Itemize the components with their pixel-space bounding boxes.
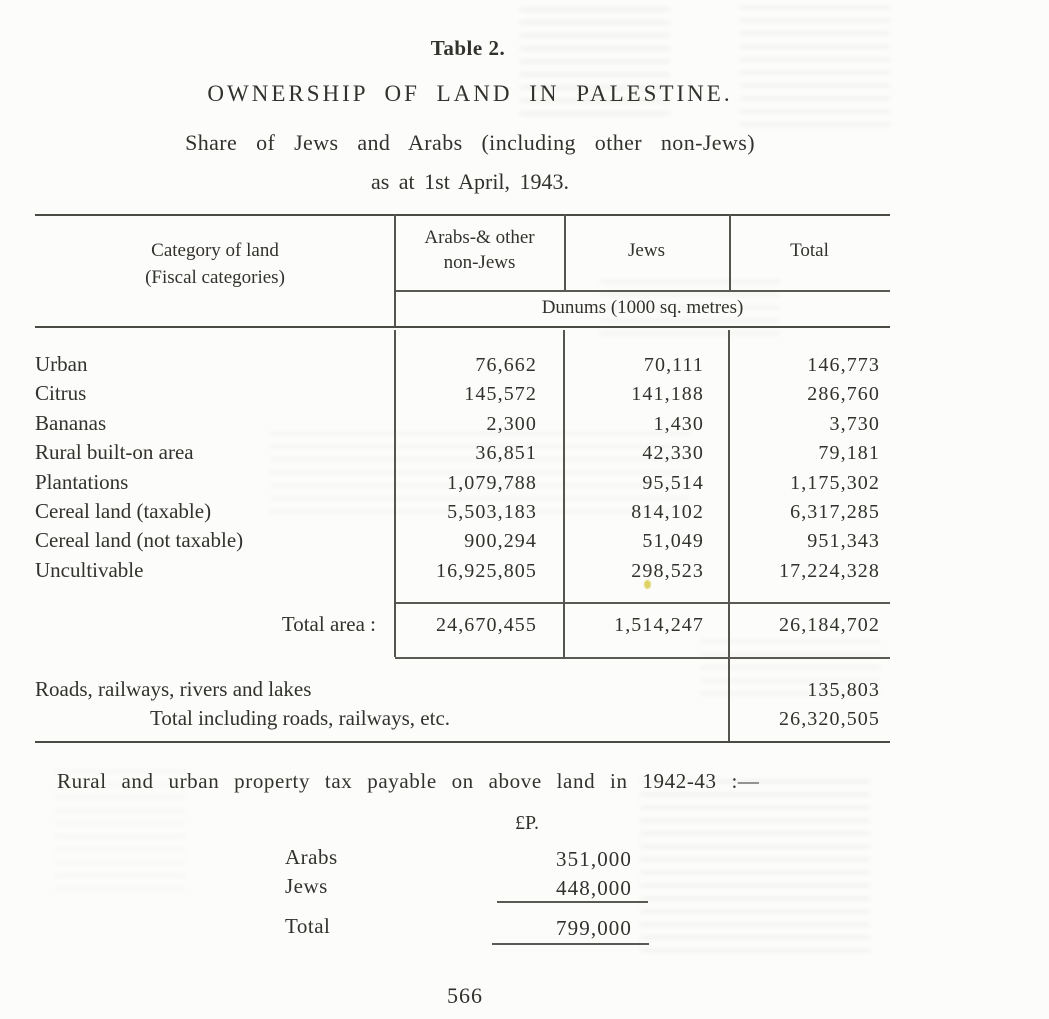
total-area-label: Total area : bbox=[281, 612, 376, 636]
jews-value: 70,111 bbox=[643, 354, 704, 376]
tax-row-value: 448,000 bbox=[556, 876, 632, 900]
roads-label: Roads, railways, rivers and lakes bbox=[35, 677, 312, 701]
roads-row bbox=[35, 677, 890, 702]
column-header-arabs-line1: Arabs-& other bbox=[424, 227, 535, 248]
table-row bbox=[35, 352, 890, 381]
jews-value: 42,330 bbox=[642, 442, 704, 465]
column-header-category-line1: Category of land bbox=[151, 240, 279, 261]
total-value: 146,773 bbox=[807, 354, 880, 376]
row-label: Rural built-on area bbox=[35, 440, 194, 465]
subtitle-line-2: as at 1st April, 1943. bbox=[370, 169, 570, 194]
units-header: Dunums (1000 sq. metres) bbox=[541, 297, 744, 318]
table-label: Table 2. bbox=[430, 36, 506, 60]
page-title: OWNERSHIP OF LAND IN PALESTINE. bbox=[207, 81, 733, 106]
row-label: Cereal land (taxable) bbox=[35, 498, 212, 523]
header-divider-rule bbox=[395, 290, 890, 292]
total-value: 79,181 bbox=[818, 442, 880, 465]
jews-value: 51,049 bbox=[642, 530, 704, 553]
arabs-value: 1,079,788 bbox=[447, 471, 537, 494]
roads-value: 135,803 bbox=[807, 679, 880, 701]
tax-subtotal-rule bbox=[497, 901, 648, 903]
grand-total-value: 26,320,505 bbox=[779, 708, 880, 730]
jews-value: 1,430 bbox=[653, 412, 704, 435]
grand-total-row bbox=[35, 706, 890, 731]
total-value: 17,224,328 bbox=[779, 559, 880, 582]
tax-row-label: Jews bbox=[285, 874, 328, 898]
grand-total-label: Total including roads, railways, etc. bbox=[150, 706, 451, 730]
arabs-value: 5,503,183 bbox=[447, 500, 537, 523]
table-top-rule bbox=[35, 214, 890, 216]
table-row bbox=[35, 499, 890, 528]
jews-value: 298,523 bbox=[631, 559, 704, 582]
subtitle-line-1: Share of Jews and Arabs (including other non-Jews) bbox=[185, 130, 755, 155]
total-area-jews: 1,514,247 bbox=[614, 614, 704, 636]
tax-section-heading: Rural and urban property tax payable on above land in 1942-43 :— bbox=[57, 769, 760, 793]
jews-value: 95,514 bbox=[642, 471, 704, 494]
total-value: 1,175,302 bbox=[790, 471, 880, 494]
column-header-arabs bbox=[395, 225, 564, 275]
row-label: Urban bbox=[35, 352, 88, 376]
arabs-value: 900,294 bbox=[464, 530, 537, 553]
page-number: 566 bbox=[447, 983, 483, 1008]
tax-row-label: Arabs bbox=[285, 845, 338, 869]
total-value: 3,730 bbox=[829, 412, 880, 435]
row-label: Citrus bbox=[35, 381, 87, 406]
table-row bbox=[35, 470, 890, 499]
column-header-total: Total bbox=[790, 240, 829, 261]
column-header-category bbox=[35, 237, 395, 291]
table-row bbox=[35, 558, 890, 587]
row-label: Cereal land (not taxable) bbox=[35, 528, 244, 553]
row-label: Uncultivable bbox=[35, 557, 144, 582]
arabs-value: 2,300 bbox=[486, 412, 537, 435]
tax-row-value: 351,000 bbox=[556, 847, 632, 871]
total-row-top-rule bbox=[395, 602, 890, 604]
table-row bbox=[35, 381, 890, 410]
table-body bbox=[35, 352, 890, 587]
arabs-value: 76,662 bbox=[475, 354, 537, 376]
tax-total-value: 799,000 bbox=[556, 916, 632, 940]
column-header-arabs-line2: non-Jews bbox=[443, 252, 516, 273]
table-row bbox=[35, 440, 890, 469]
total-row-bottom-rule bbox=[395, 657, 890, 659]
arabs-value: 145,572 bbox=[464, 383, 537, 406]
jews-value: 814,102 bbox=[631, 500, 704, 523]
table-row bbox=[35, 411, 890, 440]
total-value: 6,317,285 bbox=[790, 500, 880, 523]
total-area-arabs: 24,670,455 bbox=[436, 614, 537, 636]
row-label: Bananas bbox=[35, 410, 107, 435]
table-row bbox=[35, 528, 890, 557]
currency-label: £P. bbox=[515, 812, 539, 834]
total-area-row bbox=[35, 612, 890, 637]
scan-artifact bbox=[740, 6, 890, 131]
arabs-value: 16,925,805 bbox=[436, 559, 537, 582]
arabs-value: 36,851 bbox=[475, 442, 537, 465]
units-divider-rule bbox=[35, 326, 890, 328]
total-area-total: 26,184,702 bbox=[779, 614, 880, 636]
row-label: Plantations bbox=[35, 469, 129, 494]
total-value: 951,343 bbox=[807, 530, 880, 553]
column-header-category-line2: (Fiscal categories) bbox=[145, 267, 285, 288]
tax-total-rule bbox=[492, 943, 649, 945]
column-header-jews: Jews bbox=[628, 240, 665, 261]
total-value: 286,760 bbox=[807, 383, 880, 406]
jews-value: 141,188 bbox=[631, 383, 704, 406]
scan-artifact bbox=[640, 780, 870, 955]
tax-total-label: Total bbox=[285, 914, 331, 938]
table-bottom-rule bbox=[35, 741, 890, 743]
